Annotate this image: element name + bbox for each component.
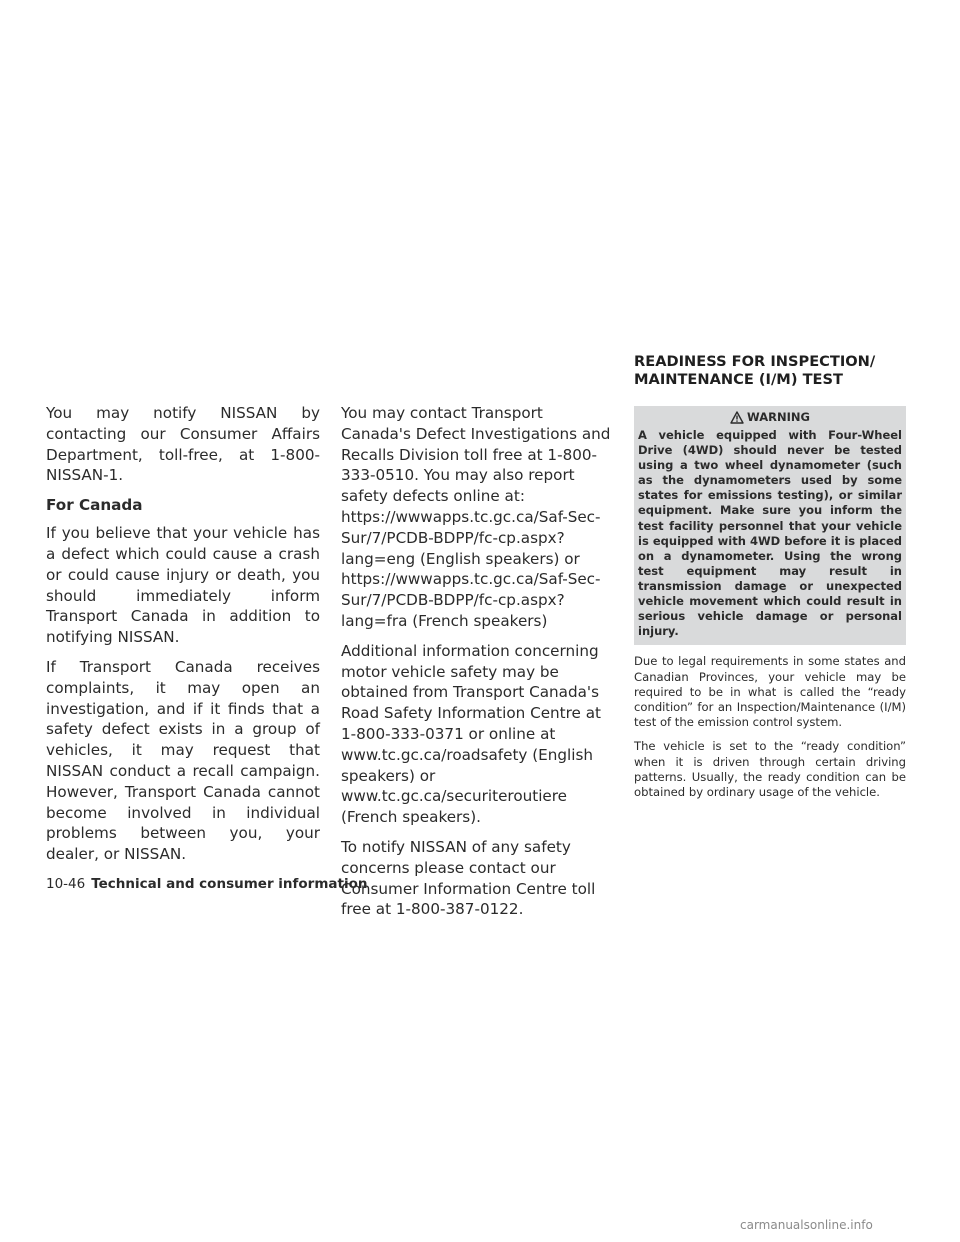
paragraph-ready-condition: The vehicle is set to the “ready condition” when it is driven through certain driving patterns. Usually, the ready condition can be obtained by ordinary usage of the vehicle. xyxy=(634,739,906,799)
paragraph-additional-information: Additional information concerning motor vehicle safety may be obtained from Transport Canada's Road Safety Information Centre at 1-800-333-0371 or online at www.tc.gc.ca/roadsafety (English speakers) or www.tc.gc.ca/securiteroutiere (French speakers). xyxy=(341,641,601,827)
page-number: 10-46 xyxy=(46,876,86,892)
paragraph-notify-nissan: To notify NISSAN of any safety concerns please contact our Consumer Information Centre toll free at 1-800-387-0122. xyxy=(341,837,596,919)
chapter-title: Technical and consumer information xyxy=(91,876,368,892)
paragraph-investigation: If Transport Canada receives complaints, it may open an investigation, and if it finds that a safety defect exists in a group of vehicles, it may request that NISSAN conduct a recall campaign. However, Transport Canada cannot become involved in individual problems between you, your dealer, or NISSAN. xyxy=(46,657,320,864)
section-title-line-1: READINESS FOR INSPECTION/ xyxy=(634,353,876,370)
warning-box xyxy=(634,406,906,645)
paragraph-inform-transport-canada: If you believe that your vehicle has a defect which could cause a crash or could cause injury or death, you should immediately inform Transport Canada in addition to notifying NISSAN. xyxy=(46,524,320,647)
warning-text: A vehicle equipped with Four-Wheel Drive (4WD) should never be tested using a two wheel dynamometer (such as the dynamometers used by some states for emissions testing), or similar equipment. Make sure you inform the test facility personnel that your vehicle is equipped with 4WD before it is placed on a dynamometer. Using the wrong test equipment may result in transmission damage or unexpected vehicle movement which could result in serious vehicle damage or personal injury. xyxy=(638,428,902,639)
paragraph-consumer-affairs: You may notify NISSAN by contacting our Consumer Affairs Department, toll-free, at 1-800-NISSAN-1. xyxy=(46,404,320,485)
page-footer xyxy=(46,876,367,892)
warning-triangle-icon xyxy=(730,411,744,424)
column-middle xyxy=(341,403,613,929)
column-right xyxy=(634,353,906,809)
section-title-line-2: MAINTENANCE (I/M) TEST xyxy=(634,370,843,388)
section-title xyxy=(634,353,906,388)
subheading-for-canada: For Canada xyxy=(46,496,143,515)
watermark-text: carmanualsonline.info xyxy=(740,1218,873,1232)
paragraph-legal-requirements: Due to legal requirements in some states and Canadian Provinces, your vehicle may be required to be in what is called the “ready condition” for an Inspection/Maintenance (I/M) test of the emission control system. xyxy=(634,654,906,730)
column-left xyxy=(46,403,320,874)
paragraph-contact-transport-canada: You may contact Transport Canada's Defect Investigations and Recalls Division toll free at 1-800-333-0510. You may also report safety defects online at: https://wwwapps.tc.gc.ca/Saf-Sec-Sur/7/PCDB-BDPP/fc-cp.aspx?lang=eng (English speakers) or https://wwwapps.tc.gc.ca/Saf-Sec-Sur/7/PCDB-BDPP/fc-cp.aspx?lang=fra (French speakers) xyxy=(341,404,611,630)
warning-title: WARNING xyxy=(747,410,810,424)
warning-header xyxy=(638,406,902,428)
